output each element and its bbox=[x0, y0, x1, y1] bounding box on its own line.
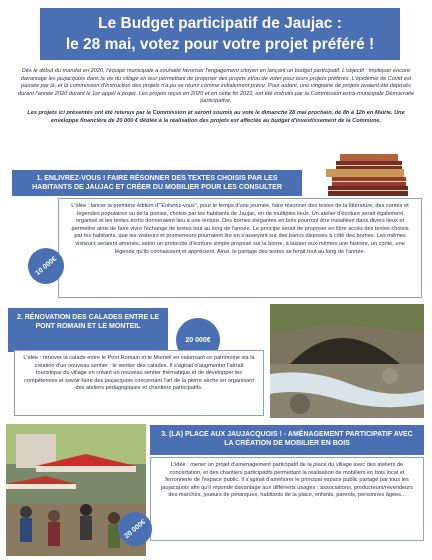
intro-paragraph-1: Dès le début du mandat en 2020, l'équipe municipale a souhaité favoriser l'engagement citoyen en lançant un budget participatif. L'objectif : impliquer encore davantage les jaujacquois dans la vie du village en leur permettant de proposer des projets et/ou de voter pour leurs projets préférés. L'épidémie de Covid est passée par là, et la commission d'instruction des projets n'a pu se réunir comme initialement prévu. Pour autant, une vingtaine de projets avaient été déposés durant l'année 2020 durant le 1er appel à projet. Les projets reçus en 2020 et en cette fin 2022, ont été instruits par la Commission extra-municipale Démocratie participative. bbox=[18, 68, 414, 105]
section-1-body: L'idée : lancer la première édition d'"Enlivrez-vous", pour le temps d'une journée, faire résonner des textes de la littérature, des contes et légendes populaires ou de la poésie, choisis par les habitants de Jaujac, en de multiples lieux. Un atelier d'écriture serait également organisé et les textes écrits donneraient lieu à une lecture. Des bornes élégantes en bois pourront être installées dans divers lieux et permettre ainsi de faire vivre l'échange de textes tout au long de l'année. Le principe serait de proposer en libre accès des textes choisis par les habitants, que les visiteurs et promeneurs pourraient lire en s'asseyant sur des bancs disposés à côté des bornes. Les mêmes visiteurs seraient amenés, selon un protocole d'écriture simple proposé sur la borne, à laisser eux-mêmes une histoire, un conte, une légende qu'ils connaissent et apprécient. Ainsi, le partage des textes se ferait tout au long de l'année. bbox=[71, 203, 409, 255]
title-line-1: Le Budget participatif de Jaujac : bbox=[98, 15, 342, 32]
intro-paragraph-2: Les projets ici présentés ont été retenus par la Commission et seront soumis au vote le dimanche 28 mai prochain, de 8h à 12h en Mairie. Une enveloppe financière de 20 000 € dédiée à la réalisation des projets est affectée au budget d'investissement de la Commune. bbox=[27, 109, 405, 124]
section-1-card bbox=[58, 198, 422, 298]
section-3-heading: 3. (LA) PLACE AUX JAUJACQUOIS ! - AMÉNAGEMENT PARTICIPATIF AVEC LA CRÉATION DE MOBILIER EN BOIS bbox=[150, 425, 424, 455]
section-2-heading: 2. RÉNOVATION DES CALADES ENTRE LE PONT ROMAIN ET LE MONTEIL bbox=[8, 308, 168, 352]
section-2-body: L'idée : rénover la calade entre le Pont Romain et le Monteil en valorisant ce patrimoine via la création d'un nouveau sentier : le sentier des calades. Il s'agirait d'augmenter l'attrait touristique du village en créant un nouveau sentier thématique et de développer les compétences et savoir-faire des jaujacquois concernant l'art de la pierre sèche en organisant des ateliers pédagogiques et chantiers participatifs. bbox=[23, 355, 255, 392]
books-image bbox=[308, 150, 420, 200]
section-2-card bbox=[14, 350, 264, 416]
section-2-budget: 20 000€ bbox=[185, 336, 211, 344]
section-3-card bbox=[150, 457, 424, 541]
intro-text bbox=[14, 68, 418, 129]
bridge-photo bbox=[270, 304, 424, 418]
section-3-budget: 20 000€ bbox=[123, 518, 147, 540]
title-banner bbox=[40, 8, 400, 60]
section-3-body: L'idée : mener un projet d'aménagement participatif de la place du village avec des ateliers de concertation, et des chantiers participatifs permettant la réalisation de mobiliers en bois local et ferronnerie de l'espace public. Il s'agirait d'améliorer le principal espace public partagé par tous les jaujacquois afin qu'il réponde davantage aux différents usages : associations, producteurs/revendeurs des marchés, joueurs de pétanques, habitants de la place, enfants, parents, personnes âgées... bbox=[161, 462, 413, 499]
section-1-budget: 10 000€ bbox=[34, 255, 58, 277]
title-line-2: le 28 mai, votez pour votre projet préféré ! bbox=[65, 36, 375, 53]
section-1-heading: 1. ENLIVREZ-VOUS ! FAIRE RÉSONNER DES TEXTES CHOISIS PAR LES HABITANTS DE JAUJAC ET CRÉER DU MOBILIER POUR LES CONSULTER bbox=[12, 170, 302, 196]
